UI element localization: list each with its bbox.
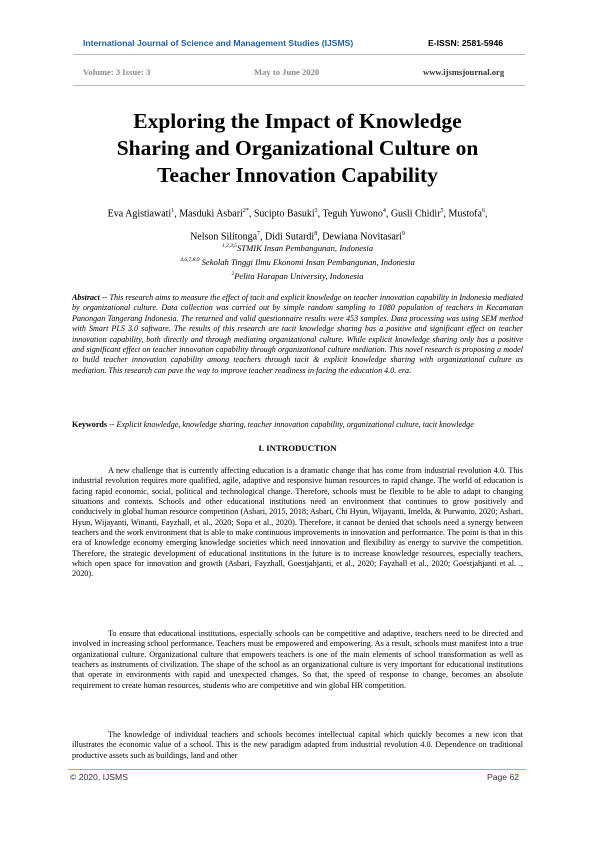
author-name: Eva Agistiawati — [107, 208, 172, 220]
title-line: Sharing and Organizational Culture on — [116, 136, 479, 160]
author-list: Eva Agistiawati$^1$, Masduki Asbari$^{2*}$, Sucipto Basuki$^3$, Teguh Yuwono$^4$, Gusli Chidir$^5$, Mustofa$^6$, Nelson Silitonga$^7$, Didi Sutardi$^8$, Dewiana Novitasari$^9$ — [107, 208, 488, 243]
footer-divider — [68, 769, 526, 770]
keywords-label: Keywords — [72, 420, 108, 429]
paper-title — [60, 108, 535, 189]
affiliation-marker: 4,6,7,8,9 — [180, 256, 200, 263]
volume-issue: Volume: 3 Issue: 3 — [83, 67, 151, 77]
header-divider — [73, 54, 525, 55]
author-name: Sucipto Basuki — [253, 208, 315, 220]
journal-website-link[interactable]: www.ijsmsjournal.org — [423, 67, 505, 77]
publication-date: May to June 2020 — [254, 67, 320, 77]
author-affiliation-marker: 5 — [440, 208, 444, 214]
paragraph-text: To ensure that educational institutions, especially schools can be competitive and adaptive, teachers need to be directed and involved in increasing school performance. Teachers must be empowered and empowering. As a result, schools must manifest into a true organizational culture. Organizational culture that empowers teachers is one of the main elements of school transformation as well as teachers as instruments of civilization. The shape of the school as an organizational culture is very important for educational institutions that operate in environments with rapid and unexpected changes. So that, the speed of response to change, becomes an absolute requirement to create human resources, students who are competitive and win global HR competition. — [72, 629, 523, 690]
author-affiliation-marker: 1 — [171, 208, 175, 214]
author-affiliation-marker: 3 — [314, 208, 318, 214]
copyright: © 2020, IJSMS — [70, 772, 128, 782]
page-number: Page 62 — [487, 772, 520, 782]
author-affiliation-marker: 8 — [314, 231, 318, 238]
author-affiliation-marker: 7 — [257, 231, 261, 238]
author-affiliation-marker: 9 — [401, 231, 405, 238]
meta-divider — [73, 85, 525, 86]
section-heading: I. INTRODUCTION — [258, 443, 337, 453]
paragraph-text: The knowledge of individual teachers and schools becomes intellectual capital which quickly becomes a new icon that illustrates the economic value of a school. This is the new paradigm adapted from industrial revolution 4.0. Dependence on traditional productive assets such as buildings, land and other — [72, 730, 523, 760]
body-paragraph — [72, 730, 523, 761]
title-line: Exploring the Impact of Knowledge — [133, 109, 462, 133]
affiliation-text: STMIK Insan Pembangunan, Indonesia — [237, 242, 374, 253]
abstract-text: This research aims to measure the effect of tacit and explicit knowledge on teacher innovation capability in Indonesia mediated by organizational culture. Data collection was carried out by simple random sampling to 1080 population of teachers in Kecamatan Panongan Tangerang Indonesia. The returned and valid questionnaire results were 453 samples. Data processing was using SEM method with Smart PLS 3.0 software. The results of this research are tacit knowledge sharing has a positive and significant effect on teacher innovation capability, both directly and through mediating organizational culture. While explicit knowledge sharing only has a positive and significant effect on teacher innovation capability through organizational culture mediation. This novel research is proposing a model to build teacher innovation capability among teachers through tacit & explicit knowledge sharing with organizational culture as mediation. This research can pave the way to improve teacher readiness in facing the education 4.0. era. — [72, 293, 524, 375]
affiliation-text: Sekolah Tinggi Ilmu Ekonomi Insan Pembangunan, Indonesia — [201, 256, 415, 267]
abstract-label: Abstract -- — [72, 293, 108, 302]
author-affiliation-marker: 4 — [382, 208, 386, 214]
author-affiliation-marker: 6 — [481, 208, 485, 214]
affiliation-line — [70, 240, 525, 254]
author-name: Masduki Asbari — [179, 208, 243, 220]
author-name: Mustofa — [448, 208, 482, 220]
body-paragraph — [72, 629, 523, 691]
body-paragraph — [72, 466, 523, 580]
affiliation-list — [70, 240, 525, 282]
keywords — [72, 420, 523, 430]
author-name: Teguh Yuwono — [322, 208, 383, 220]
affiliation-marker: 2 — [231, 270, 235, 277]
affiliation-text: Pelita Harapan University, Indonesia — [234, 270, 364, 281]
author-name: Nelson Silitonga — [190, 231, 258, 243]
keywords-text: -- Explicit knowledge, knowledge sharing, teacher innovation capability, organizational culture, tacit knowledge — [109, 420, 474, 429]
issn: E-ISSN: 2581-5946 — [428, 38, 503, 48]
author-name: Didi Sutardi — [265, 231, 315, 243]
title-line: Teacher Innovation Capability — [157, 163, 438, 187]
affiliation-line — [70, 254, 525, 268]
abstract — [72, 293, 523, 376]
affiliation-marker: 1,2,3,5 — [221, 243, 238, 249]
author-affiliation-marker: 2* — [242, 208, 249, 214]
author-name: Gusli Chidir — [390, 208, 441, 220]
affiliation-line — [70, 268, 525, 282]
paragraph-text: A new challenge that is currently affecting education is a dramatic change that has come from industrial revolution 4.0. This industrial revolution requires more qualified, agile, adaptive and responsive human resources to rapid change. The world of education is facing rapid economic, social, political and technological change. Therefore, schools must be flexible to be able to adapt to changing situations and contexts. Schools and other educational institutions need an environment that continues to grow positively and conducively in global human resource competition (Asbari, 2015, 2018; Asbari, Chi Hyun, Wijayanti, Imelda, & Purwanto, 2020; Asbari, Hyun, Wijayanti, Winanti, Fayzhall, et al., 2020; Sopa et al., 2020). Therefore, it cannot be denied that schools need a synergy between teachers and the work environment that is able to make continuous improvements in innovation and performance. The point is that in this era of knowledge economy emerging knowledge societies which need innovation and flexibility as energy to survive the competition. Therefore, the strategic development of educational institutions in the future is to increase knowledge resources, especially teachers, which open space for innovation and growth (Asbari, Fayzhall, Goestjahjanti, et al., 2020; Fayzhall et al., 2020; Goestjahjanti et al. ., 2020). — [72, 466, 523, 579]
author-name: Dewiana Novitasari — [322, 231, 402, 243]
journal-name: International Journal of Science and Management Studies (IJSMS) — [83, 38, 354, 48]
